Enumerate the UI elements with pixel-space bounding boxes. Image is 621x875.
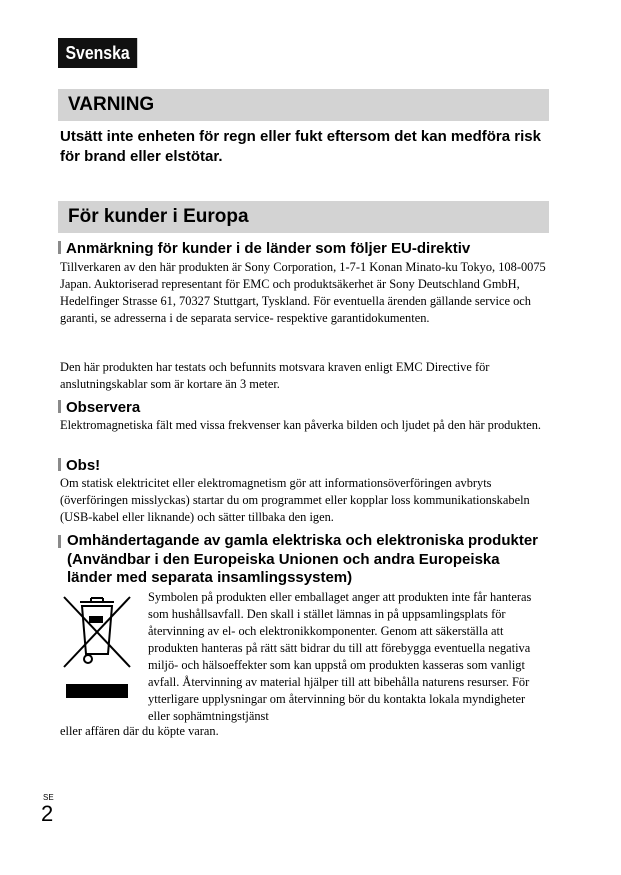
- observera-heading-text: Observera: [66, 399, 141, 416]
- heading-marker: [58, 535, 61, 548]
- warning-text: Utsätt inte enheten för regn eller fukt eftersom det kan medföra risk för brand eller elstötar.: [60, 128, 541, 165]
- page-number: 2: [41, 801, 54, 826]
- disposal-text: Symbolen på produkten eller emballaget anger att produkten inte får hanteras som hushållsavfall. Den skall i stället lämnas in på uppsamlingsplats för återvinning av el- och elektronikkomponenter. Genom att säkerställa att produkten hanteras på rätt sätt bidrar du till att förebygga eventuella negativa miljö- och hälsoeffekter som kan uppstå om produkten kasseras som vanligt avfall. Återvinning av material hjälper till att bibehålla naturens resurser. För ytterligare upplysningar om återvinning bör du kontakta lokala myndigheter eller sophämtningstjänst: [148, 590, 532, 723]
- language-code: SE: [43, 793, 54, 802]
- eu-notice-heading: [58, 240, 470, 258]
- disposal-text-continued: eller affären där du köpte varan.: [60, 724, 219, 738]
- warning-heading: VARNING: [68, 94, 155, 115]
- obs-heading-text: Obs!: [66, 457, 101, 474]
- eu-notice-paragraph-1: Tillverkaren av den här produkten är Sony Corporation, 1-7-1 Konan Minato-ku Tokyo, 108-0075 Japan. Auktoriserad representant för EMC och produktsäkerhet är Sony Deutschland GmbH, Hedelfinger Strasse 61, 70327 Stuttgart, Tyskland. För eventuella ärenden gällande service och garanti, se adresserna i de separata service- respektive garantidokumenten.: [60, 260, 546, 325]
- observera-text: Elektromagnetiska fält med vissa frekvenser kan påverka bilden och ljudet på den här produkten.: [60, 418, 542, 432]
- europe-heading-band: [58, 201, 549, 233]
- heading-marker: [58, 241, 61, 254]
- crossed-out-wheelie-bin-icon: [58, 592, 136, 704]
- eu-notice-paragraph-2: Den här produkten har testats och befunnits motsvara kraven enligt EMC Directive för anslutningskablar som är kortare än 3 meter.: [60, 360, 490, 391]
- disposal-heading: [58, 532, 548, 588]
- observera-heading: [58, 399, 140, 417]
- europe-heading: För kunder i Europa: [68, 206, 249, 227]
- obs-heading: [58, 457, 100, 475]
- obs-text: Om statisk elektricitet eller elektromagnetism gör att informationsöverföringen avbryts (överföringen misslyckas) startar du om programmet eller kopplar loss kommunikationskabeln (USB-kabel eller liknande) och sätter tillbaka den igen.: [60, 476, 530, 524]
- disposal-heading-text: Omhändertagande av gamla elektriska och elektroniska produkter (Användbar i den Europeiska Unionen och andra Europeiska länder med separata insamlingssystem): [67, 532, 539, 586]
- heading-marker: [58, 400, 61, 413]
- eu-notice-heading-text: Anmärkning för kunder i de länder som följer EU-direktiv: [66, 240, 471, 257]
- language-tab: Svenska: [58, 38, 137, 68]
- warning-heading-band: [58, 89, 549, 121]
- heading-marker: [58, 458, 61, 471]
